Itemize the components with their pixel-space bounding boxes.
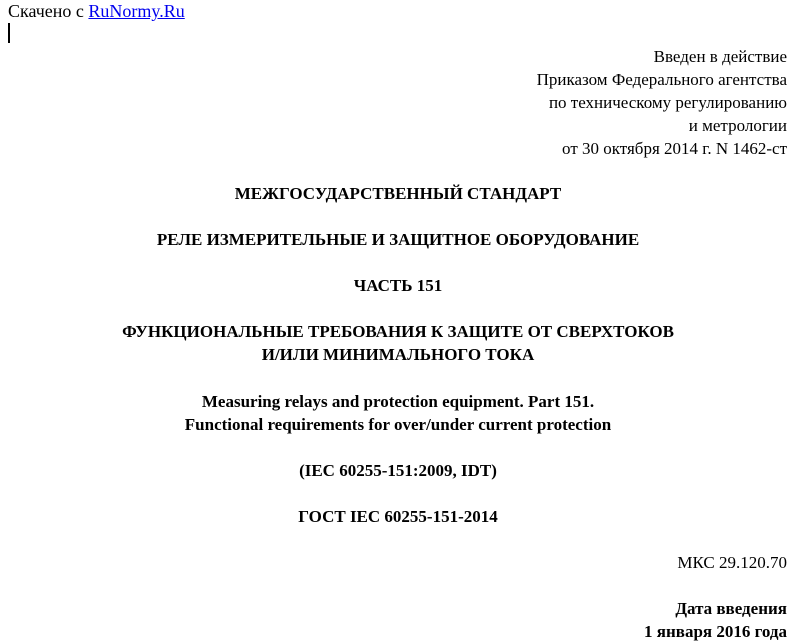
- runormy-link[interactable]: RuNormy.Ru: [88, 1, 185, 21]
- main-title: РЕЛЕ ИЗМЕРИТЕЛЬНЫЕ И ЗАЩИТНОЕ ОБОРУДОВАНИЕ: [156, 230, 640, 249]
- standard-type-heading: [0, 182, 790, 205]
- part-number: ЧАСТЬ 151: [353, 276, 443, 295]
- standard-type: МЕЖГОСУДАРСТВЕННЫЙ СТАНДАРТ: [234, 184, 562, 203]
- english-title-line: Measuring relays and protection equipment. Part 151.: [201, 392, 595, 411]
- subtitle-line: ФУНКЦИОНАЛЬНЫЕ ТРЕБОВАНИЯ К ЗАЩИТЕ ОТ СВЕРХТОКОВ: [122, 322, 674, 341]
- enactment-line: Приказом Федерального агентства: [536, 70, 787, 89]
- enactment-block: [537, 45, 787, 160]
- english-title: [0, 390, 790, 436]
- enactment-line: по техническому регулированию: [548, 93, 787, 112]
- mks-code: МКС 29.120.70: [677, 553, 787, 572]
- iec-reference: (IEC 60255-151:2009, IDT): [299, 461, 497, 480]
- enactment-line: Введен в действие: [653, 47, 787, 66]
- source-prefix: Скачено с: [8, 1, 84, 21]
- text-cursor: [8, 23, 10, 43]
- intro-date-value: 1 января 2016 года: [644, 622, 787, 641]
- enactment-line: и метрологии: [688, 116, 787, 135]
- subtitle-heading: [0, 320, 790, 366]
- gost-designation-block: [0, 505, 790, 528]
- intro-date-label: Дата введения: [675, 599, 787, 618]
- part-heading: [0, 274, 790, 297]
- subtitle-line: И/ИЛИ МИНИМАЛЬНОГО ТОКА: [261, 345, 535, 364]
- enactment-line: от 30 октября 2014 г. N 1462-ст: [562, 139, 787, 158]
- english-title-line: Functional requirements for over/under current protection: [184, 415, 612, 434]
- main-title-heading: [0, 228, 790, 251]
- gost-designation: ГОСТ IEC 60255-151-2014: [298, 507, 498, 526]
- iec-reference-block: [0, 459, 790, 482]
- source-line: [8, 0, 185, 22]
